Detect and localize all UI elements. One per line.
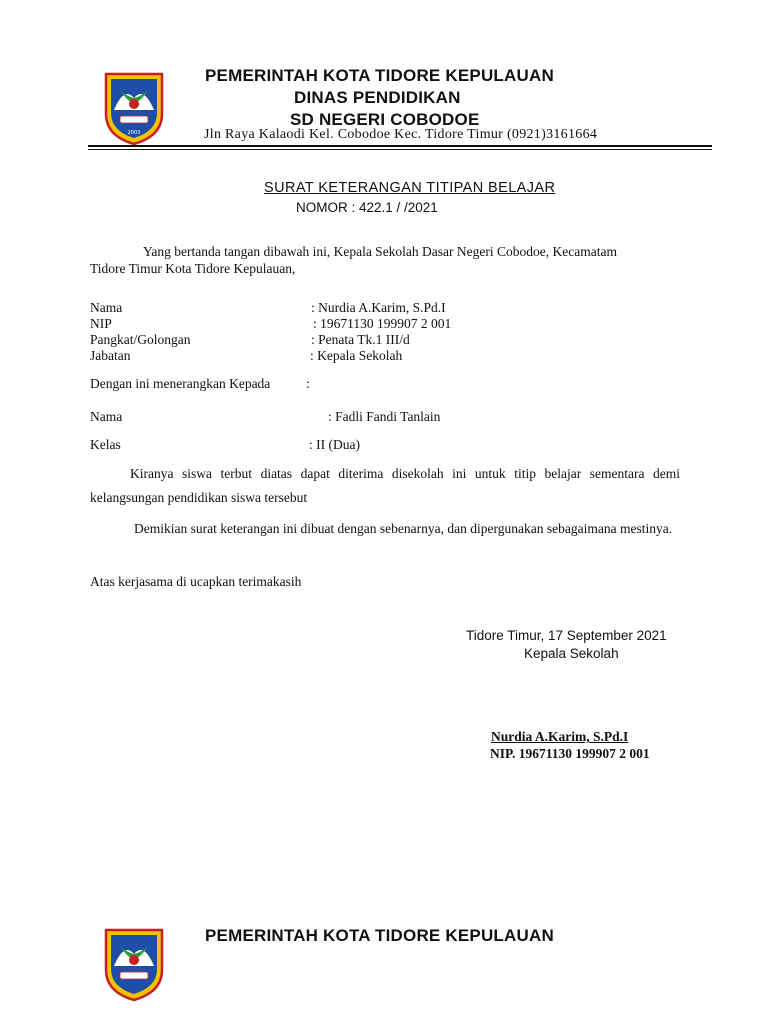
paragraph-request: Kiranya siswa terbut diatas dapat diterima disekolah ini untuk titip belajar sementara demi kelangsungan pendidikan siswa tersebut: [90, 466, 680, 505]
student-class-label: Kelas: [90, 437, 121, 452]
signature-place-date: Tidore Timur, 17 September 2021: [466, 628, 667, 643]
signer-position-value: : Kepala Sekolah: [310, 348, 403, 363]
letter-number: NOMOR : 422.1 / /2021: [296, 200, 438, 215]
header-school: SD NEGERI COBODOE: [290, 110, 480, 129]
page2-header-government: PEMERINTAH KOTA TIDORE KEPULAUAN: [205, 926, 554, 945]
paragraph-closing-statement: Demikian surat keterangan ini dibuat dengan sebenarnya, dan dipergunakan sebagaimana mestinya.: [134, 521, 673, 536]
signature-position: Kepala Sekolah: [524, 646, 619, 661]
signature-nip: NIP. 19671130 199907 2 001: [490, 746, 650, 761]
signer-name-value: : Nurdia A.Karim, S.Pd.I: [311, 300, 446, 315]
student-class-value: : II (Dua): [309, 437, 360, 452]
letter-title: SURAT KETERANGAN TITIPAN BELAJAR: [264, 180, 556, 196]
opening-line: Yang bertanda tangan dibawah ini, Kepala Sekolah Dasar Negeri Cobodoe, Kecamatam: [143, 244, 617, 259]
city-emblem-logo: [102, 70, 166, 146]
statement-colon: :: [306, 376, 310, 391]
signer-name-label: Nama: [90, 300, 123, 315]
header-divider-thick: [88, 145, 712, 147]
signature-name: Nurdia A.Karim, S.Pd.I: [491, 729, 629, 744]
signer-position-label: Jabatan: [90, 348, 131, 363]
header-address: Jln Raya Kalaodi Kel. Cobodoe Kec. Tidore Timur (0921)3161664: [204, 127, 598, 142]
student-name-label: Nama: [90, 409, 123, 424]
header-department: DINAS PENDIDIKAN: [294, 88, 461, 107]
opening-line-continued: Tidore Timur Kota Tidore Kepulauan,: [90, 261, 296, 276]
header-government: PEMERINTAH KOTA TIDORE KEPULAUAN: [205, 66, 554, 85]
header-divider-thin: [88, 149, 712, 150]
statement-label: Dengan ini menerangkan Kepada: [90, 376, 271, 391]
signer-rank-label: Pangkat/Golongan: [90, 332, 191, 347]
signer-rank-value: : Penata Tk.1 III/d: [311, 332, 410, 347]
closing-thanks: Atas kerjasama di ucapkan terimakasih: [90, 574, 302, 589]
svg-text:2003: 2003: [127, 130, 141, 136]
signer-nip-label: NIP: [90, 316, 112, 331]
student-name-value: : Fadli Fandi Tanlain: [328, 409, 441, 424]
signer-nip-value: : 19671130 199907 2 001: [313, 316, 452, 331]
city-emblem-logo-page2: [102, 926, 166, 1002]
